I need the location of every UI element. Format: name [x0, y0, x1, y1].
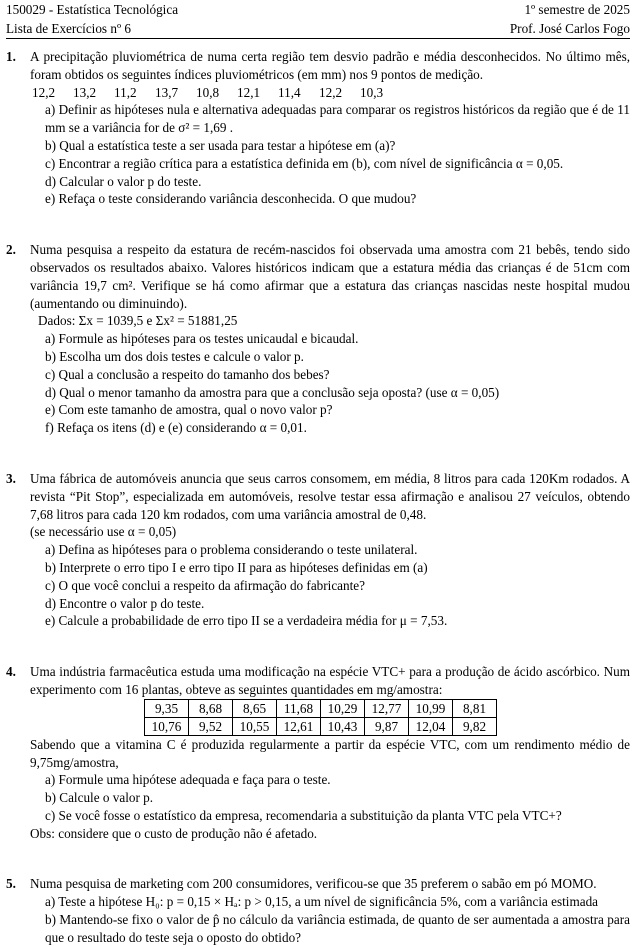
question-intro: A precipitação pluviométrica de numa certa região tem desvio padrão e média desconhecidos. No último mês, foram obtidos os seguintes índices pluviométricos (em mm) nos 9 pontos de medição.: [30, 49, 630, 82]
table-cell: 9,82: [453, 717, 497, 735]
professor-name: Prof. José Carlos Fogo: [509, 21, 630, 36]
table-row: [145, 699, 497, 717]
table-cell: 10,55: [233, 717, 277, 735]
question-intro: Numa pesquisa de marketing com 200 consumidores, verificou-se que 35 preferem o sabão em pó MOMO.: [30, 876, 597, 892]
value: 12,2: [319, 84, 343, 100]
table-cell: 9,35: [145, 699, 189, 717]
item-b: b) Qual a estatística teste a ser usada para testar a hipótese em (a)?: [45, 137, 396, 153]
measurement-table: [144, 699, 497, 736]
value: 11,4: [278, 84, 301, 100]
table-cell: 8,68: [189, 699, 233, 717]
item-b: b) Escolha um dos dois testes e calcule o valor p.: [45, 348, 304, 364]
table-cell: 10,99: [409, 699, 453, 717]
given-data: Dados: Σx = 1039,5 e Σx² = 51881,25: [38, 313, 238, 329]
item-a: a) Definir as hipóteses nula e alternativa adequadas para comparar os registros históricos da região que é de 11 mm se a variância for de σ² = 1,69 .: [45, 102, 630, 136]
question-number: 3.: [6, 470, 16, 486]
item-e: e) Calcule a probabilidade de erro tipo II se a verdadeira média for μ = 7,53.: [45, 613, 448, 629]
question-1: [6, 48, 630, 208]
table-cell: 8,65: [233, 699, 277, 717]
question-intro: Uma fábrica de automóveis anuncia que seus carros consomem, em média, 8 litros para cada 120Km rodados. A revista “Pit Stop”, especializada em automóveis, resolve testar essa afirmação e analisou 27 veículos, obtendo 7,68 litros para cada 120 km rodados, com uma variância amostral de 0,48.: [30, 470, 630, 522]
observation: Obs: considere que o custo de produção não é afetado.: [30, 825, 318, 841]
table-cell: 9,52: [189, 717, 233, 735]
value: 13,2: [73, 84, 97, 100]
question-number: 1.: [6, 49, 16, 64]
item-e: e) Refaça o teste considerando variância desconhecida. O que mudou?: [45, 191, 417, 207]
table-cell: 10,43: [321, 717, 365, 735]
value: 13,7: [155, 84, 179, 100]
table-row: [145, 717, 497, 735]
value: 10,8: [196, 84, 220, 100]
rainfall-values: [30, 84, 630, 102]
table-cell: 12,77: [365, 699, 409, 717]
item-c: c) Encontrar a região crítica para a estatística definida em (b), com nível de significância α = 0,05.: [45, 155, 564, 171]
table-cell: 12,04: [409, 717, 453, 735]
item-c: c) Qual a conclusão a respeito do tamanho dos bebes?: [45, 366, 330, 382]
item-b: b) Interprete o erro tipo I e erro tipo II para as hipóteses definidas em (a): [45, 559, 428, 575]
item-b: b) Mantendo-se fixo o valor de p̂ no cálculo da variância estimada, de quanto de ser aumentada a amostra para que o resultado do teste seja o oposto do obtido?: [45, 912, 630, 945]
question-intro: Uma indústria farmacêutica estuda uma modificação na espécie VTC+ para a produção de ácido ascórbico. Num experimento com 16 plantas, obteve as seguintes quantidades em mg/amostra:: [30, 664, 630, 697]
course-title: 150029 - Estatística Tecnológica: [6, 2, 179, 17]
question-5: [6, 875, 630, 946]
table-cell: 12,61: [277, 717, 321, 735]
question-intro: Numa pesquisa a respeito da estatura de recém-nascidos foi observada uma amostra com 21 bebês, tendo sido observados os resultados abaixo. Valores históricos indicam que a estatura média das crianças é de 51cm com variância 19,7 cm². Verifique se há como afirmar que a estatura das crianças nascidas neste hospital mudou (aumentando ou diminuindo).: [30, 242, 630, 311]
question-number: 2.: [6, 242, 16, 258]
question-context: Sabendo que a vitamina C é produzida regularmente a partir da espécie VTC, com um rendimento médio de 9,75mg/amostra,: [30, 736, 630, 770]
header-row-2: [6, 19, 630, 39]
item-e: e) Com este tamanho de amostra, qual o novo valor p?: [45, 402, 333, 418]
item-d: d) Qual o menor tamanho da amostra para que a conclusão seja oposta? (use α = 0,05): [45, 384, 500, 400]
value: 11,2: [114, 84, 137, 100]
question-number: 5.: [6, 876, 16, 892]
semester-label: 1º semestre de 2025: [524, 2, 630, 17]
question-2: [6, 241, 630, 437]
item-b: b) Calcule o valor p.: [45, 790, 154, 806]
table-cell: 8,81: [453, 699, 497, 717]
list-title: Lista de Exercícios nº 6: [6, 21, 131, 36]
significance-note: (se necessário use α = 0,05): [30, 524, 177, 540]
item-a: a) Defina as hipóteses para o problema considerando o teste unilateral.: [45, 542, 418, 558]
table-cell: 11,68: [277, 699, 321, 717]
header-row-1: [6, 0, 630, 19]
value: 12,2: [32, 84, 56, 100]
item-a: a) Formule as hipóteses para os testes unicaudal e bicaudal.: [45, 331, 359, 347]
value: 10,3: [360, 84, 384, 100]
question-3: [6, 470, 630, 630]
table-cell: 10,76: [145, 717, 189, 735]
table-cell: 9,87: [365, 717, 409, 735]
item-d: d) Encontre o valor p do teste.: [45, 595, 205, 611]
item-c: c) Se você fosse o estatístico da empresa, recomendaria a substituição da planta VTC pela VTC+?: [45, 807, 562, 823]
item-a: a) Teste a hipótese H₀: p = 0,15 × Hₐ: p > 0,15, a um nível de significância 5%, com a variância estimada: [45, 894, 599, 910]
item-d: d) Calcular o valor p do teste.: [45, 173, 202, 189]
question-number: 4.: [6, 664, 16, 680]
item-c: c) O que você conclui a respeito da afirmação do fabricante?: [45, 577, 365, 593]
item-f: f) Refaça os itens (d) e (e) considerando α = 0,01.: [45, 420, 307, 436]
question-4: [6, 663, 630, 842]
item-a: a) Formule uma hipótese adequada e faça para o teste.: [45, 772, 331, 788]
value: 12,1: [237, 84, 261, 100]
table-cell: 10,29: [321, 699, 365, 717]
